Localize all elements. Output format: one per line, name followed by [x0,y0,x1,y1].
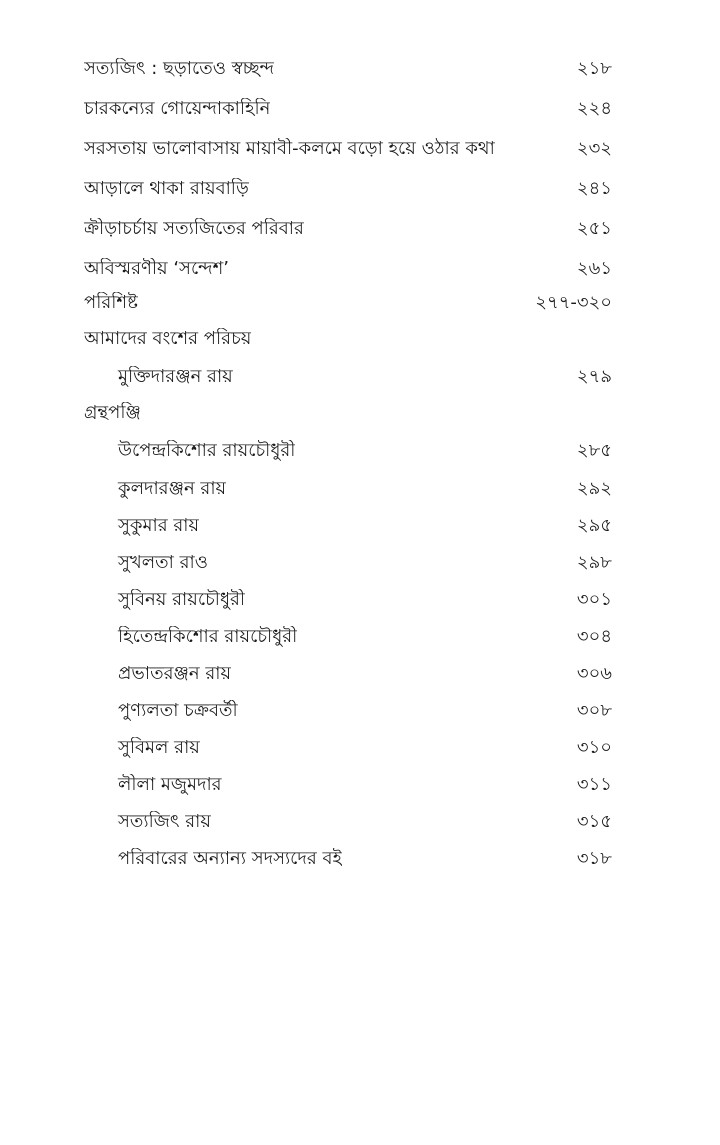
toc-entry-title: সরসতায় ভালোবাসায় মায়াবী-কলমে বড়ো হয়ে ওঠার কথা [84,138,495,159]
toc-entry-title: প্রভাতরঞ্জন রায় [118,663,232,684]
toc-entry-title: লীলা মজুমদার [118,774,222,795]
toc-subsection-heading [84,328,612,350]
toc-subsection-heading [84,402,612,424]
toc-entry-title: সুখলতা রাও [118,552,208,573]
toc-entry-title: সত্যজিৎ রায় [118,811,211,832]
toc-entry-title: সুবিনয় রায়চৌধুরী [118,589,246,610]
toc-entry-title: পুণ্যলতা চক্রবর্তী [118,700,238,721]
toc-entry-page: ২৭৯ [576,366,612,387]
toc-entry-title: সুবিমল রায় [118,737,200,758]
toc-entry-page: ৩০১ [576,589,612,610]
toc-entry [84,138,612,160]
toc-entry-title: আমাদের বংশের পরিচয় [84,328,252,349]
toc-entry [84,848,612,870]
toc-entry [84,218,612,240]
toc-entry-page: ৩১৮ [576,848,612,869]
toc-entry [84,515,612,537]
toc-entry-title: সত্যজিৎ : ছড়াতেও স্বচ্ছন্দ [84,58,275,79]
toc-entry-title: পরিবারের অন্যান্য সদস্যদের বই [118,848,342,869]
toc-entry-title: অবিস্মরণীয় ‘সন্দেশ’ [84,258,229,279]
toc-entry-title: চারকন্যের গোয়েন্দাকাহিনি [84,98,271,119]
toc-entry [84,58,612,80]
table-of-contents [84,58,612,870]
toc-entry-page: ২৯২ [576,478,612,499]
toc-entry-page: ৩০৬ [576,663,612,684]
toc-entry-title: সুকুমার রায় [118,515,200,536]
toc-entry-title: মুক্তিদারঞ্জন রায় [118,366,233,387]
toc-entry-page: ৩০৮ [576,700,612,721]
toc-entry-page: ২৪১ [576,178,612,199]
toc-entry-page: ২৭৭-৩২০ [535,292,612,313]
toc-entry [84,811,612,833]
toc-entry-title: পরিশিষ্ট [84,292,138,313]
toc-entry [84,178,612,200]
toc-entry [84,700,612,722]
toc-entry-page: ২৬১ [576,258,612,279]
toc-entry-page: ৩১০ [576,737,612,758]
toc-entry-title: উপেন্দ্রকিশোর রায়চৌধুরী [118,440,296,461]
toc-entry [84,366,612,388]
toc-entry-page: ২৫১ [576,218,612,239]
toc-entry-page: ২২৪ [576,98,612,119]
toc-entry [84,440,612,462]
toc-entry-page: ৩১১ [576,774,612,795]
toc-entry-page: ৩১৫ [576,811,612,832]
toc-entry-title: ক্রীড়াচর্চায় সত্যজিতের পরিবার [84,218,304,239]
toc-entry [84,663,612,685]
toc-entry [84,626,612,648]
toc-entry [84,98,612,120]
toc-entry-page: ২৩২ [576,138,612,159]
toc-entry-title: আড়ালে থাকা রায়বাড়ি [84,178,249,199]
toc-entry [84,737,612,759]
toc-entry-page: ২১৮ [576,58,612,79]
toc-entry-title: কুলদারঞ্জন রায় [118,478,227,499]
toc-entry [84,552,612,574]
toc-entry-page: ২৯৫ [576,515,612,536]
toc-entry-page: ২৮৫ [576,440,612,461]
toc-section-heading [84,292,612,314]
toc-entry-page: ৩০৪ [576,626,612,647]
toc-entry [84,478,612,500]
toc-entry-page: ২৯৮ [576,552,612,573]
toc-entry [84,774,612,796]
toc-entry-title: হিতেন্দ্রকিশোর রায়চৌধুরী [118,626,298,647]
toc-entry [84,589,612,611]
toc-entry [84,258,612,280]
toc-entry-title: গ্রন্থপঞ্জি [84,402,141,423]
